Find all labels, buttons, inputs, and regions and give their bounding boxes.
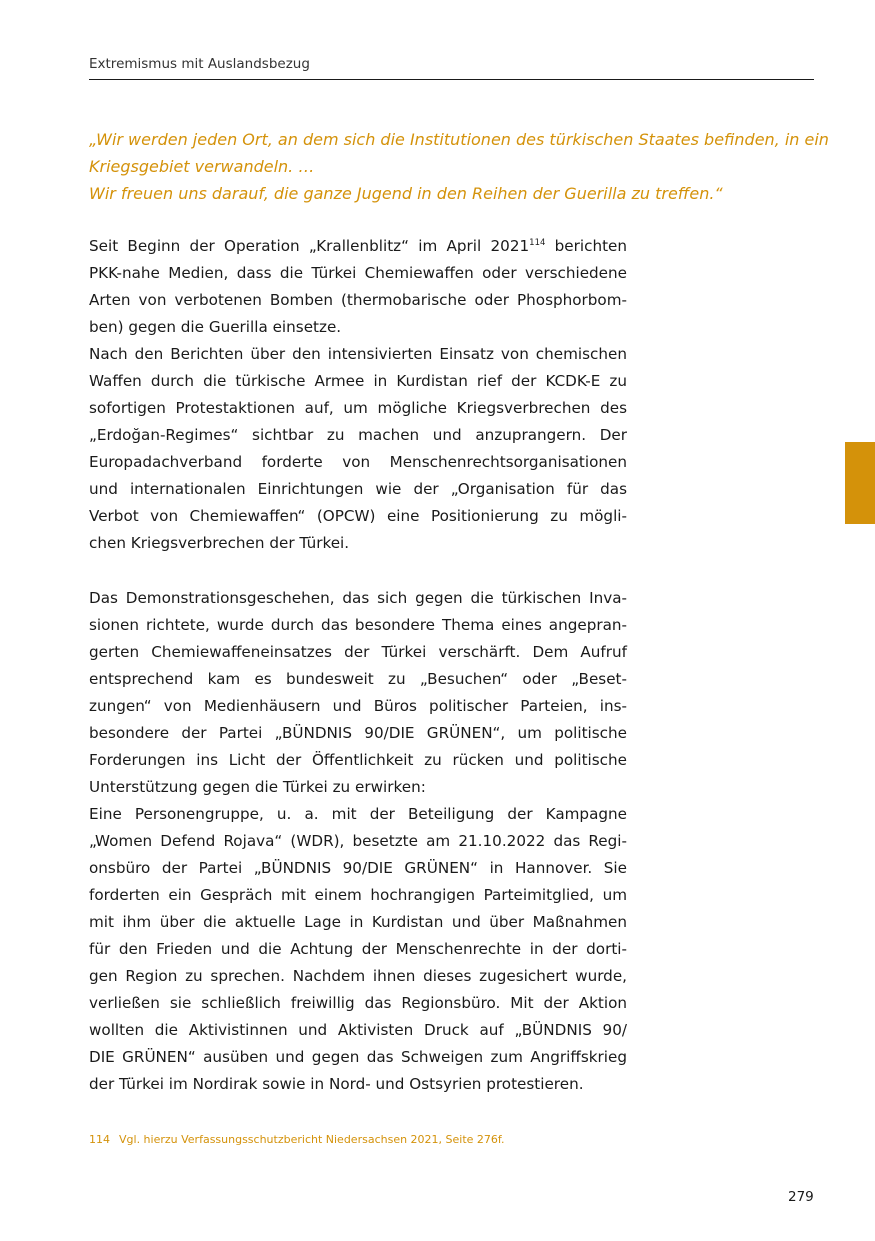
line-text: Seit Beginn der Operation „Krallenblitz“ im April 2021	[89, 237, 530, 255]
paragraph-line: zungen“ von Medienhäusern und Büros politischer Parteien, ins-	[89, 697, 627, 715]
quote-line: „Wir werden jeden Ort, an dem sich die Institutionen des türkischen Staates befinden, in ein	[89, 130, 829, 149]
paragraph-line: DIE GRÜNEN“ ausüben und gegen das Schweigen zum Angriffskrieg	[89, 1048, 627, 1066]
header-rule	[89, 79, 814, 80]
body-paragraph-1	[89, 233, 627, 557]
paragraph-line	[89, 233, 627, 260]
line-text: berichten	[545, 237, 627, 255]
paragraph-line: forderten ein Gespräch mit einem hochrangigen Parteimitglied, um	[89, 886, 627, 904]
paragraph-line: Europadachverband forderte von Menschenrechtsorganisationen	[89, 453, 627, 471]
paragraph-line: Verbot von Chemiewaffen“ (OPCW) eine Positionierung zu mögli-	[89, 507, 627, 525]
paragraph-line: und internationalen Einrichtungen wie der „Organisation für das	[89, 480, 627, 498]
running-title: Extremismus mit Auslandsbezug	[89, 56, 310, 72]
paragraph-line: chen Kriegsverbrechen der Türkei.	[89, 534, 350, 552]
pull-quote	[89, 126, 829, 207]
chapter-tab-marker	[845, 442, 875, 524]
paragraph-line: besondere der Partei „BÜNDNIS 90/DIE GRÜNEN“, um politische	[89, 724, 627, 742]
footnote-reference[interactable]: 114	[529, 237, 546, 248]
paragraph-line: ben) gegen die Guerilla einsetze.	[89, 318, 342, 336]
paragraph-line: Eine Personengruppe, u. a. mit der Beteiligung der Kampagne	[89, 805, 627, 823]
paragraph-line: Das Demonstrationsgeschehen, das sich gegen die türkischen Inva-	[89, 589, 627, 607]
paragraph-line: Nach den Berichten über den intensivierten Einsatz von chemischen	[89, 345, 627, 363]
paragraph-line: „Erdoğan-Regimes“ sichtbar zu machen und anzuprangern. Der	[89, 426, 627, 444]
paragraph-line: gerten Chemiewaffeneinsatzes der Türkei verschärft. Dem Aufruf	[89, 643, 627, 661]
paragraph-line: gen Region zu sprechen. Nachdem ihnen dieses zugesichert wurde,	[89, 967, 627, 985]
paragraph-line: „Women Defend Rojava“ (WDR), besetzte am 21.10.2022 das Regi-	[89, 832, 627, 850]
footnote-text: Vgl. hierzu Verfassungsschutzbericht Niedersachsen 2021, Seite 276f.	[119, 1133, 505, 1146]
page-number: 279	[788, 1189, 814, 1205]
paragraph-line: für den Frieden und die Achtung der Menschenrechte in der dorti-	[89, 940, 627, 958]
footnote-number: 114	[89, 1133, 110, 1146]
paragraph-line: mit ihm über die aktuelle Lage in Kurdistan und über Maßnahmen	[89, 913, 627, 931]
paragraph-line: Unterstützung gegen die Türkei zu erwirken:	[89, 778, 426, 796]
quote-line: Wir freuen uns darauf, die ganze Jugend in den Reihen der Guerilla zu treffen.“	[89, 184, 723, 203]
paragraph-line: entsprechend kam es bundesweit zu „Besuchen“ oder „Beset-	[89, 670, 627, 688]
paragraph-line: sionen richtete, wurde durch das besondere Thema eines angepran-	[89, 616, 627, 634]
paragraph-line: PKK-nahe Medien, dass die Türkei Chemiewaffen oder verschiedene	[89, 264, 627, 282]
body-paragraph-2	[89, 585, 627, 1098]
footnote	[89, 1133, 505, 1146]
paragraph-line: Forderungen ins Licht der Öffentlichkeit zu rücken und politische	[89, 751, 627, 769]
paragraph-line: verließen sie schließlich freiwillig das Regionsbüro. Mit der Aktion	[89, 994, 627, 1012]
paragraph-line: Arten von verbotenen Bomben (thermobarische oder Phosphorbom-	[89, 291, 627, 309]
paragraph-line: der Türkei im Nordirak sowie in Nord- und Ostsyrien protestieren.	[89, 1075, 584, 1093]
paragraph-line: onsbüro der Partei „BÜNDNIS 90/DIE GRÜNEN“ in Hannover. Sie	[89, 859, 627, 877]
paragraph-line: wollten die Aktivistinnen und Aktivisten Druck auf „BÜNDNIS 90/	[89, 1021, 627, 1039]
paragraph-line: sofortigen Protestaktionen auf, um mögliche Kriegsverbrechen des	[89, 399, 627, 417]
quote-line: Kriegsgebiet verwandeln. …	[89, 157, 315, 176]
paragraph-line: Waffen durch die türkische Armee in Kurdistan rief der KCDK-E zu	[89, 372, 627, 390]
